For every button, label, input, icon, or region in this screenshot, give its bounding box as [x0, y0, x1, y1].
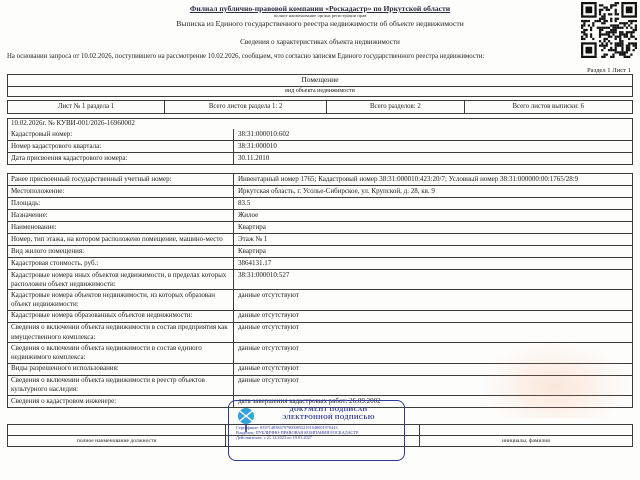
org-name-caption: полное наименование органа регистрации прав [273, 13, 367, 18]
row-value: данные отсутствуют [238, 343, 299, 352]
signature-name-field [420, 425, 632, 435]
position-caption: полное наименование должности [8, 435, 226, 446]
row-value: данные отсутствуют [238, 311, 299, 320]
row-label: Кадастровая стоимость, руб.: [8, 258, 234, 269]
row-label: Виды разрешенного использования: [8, 364, 234, 375]
row-label: Кадастровые номера объектов недвижимости, из которых образован объект недвижимости: [8, 290, 234, 309]
row-label: Номер, тип этажа, на котором расположено помещение, машино-место [8, 234, 234, 245]
object-type-caption: вид объекта недвижимости [8, 86, 632, 96]
org-name: Филиал публично-правовой компании «Роскадастр» по Иркутской области [189, 4, 451, 13]
stamp-title-line2: ЭЛЕКТРОННОЙ ПОДПИСЬЮ [282, 414, 375, 421]
row-value: данные отсутствуют [238, 376, 299, 385]
row-value: Жилое [238, 210, 259, 219]
digital-signature-stamp [228, 400, 405, 461]
row-label: Кадастровые номера иных объектов недвижимости, в пределах которых расположен объект недвижимости: [8, 270, 234, 289]
row-value: 3864131.17 [238, 258, 272, 267]
table-row [8, 197, 632, 209]
sheet-info-cell: Всего листов выписки: 6 [464, 101, 632, 113]
row-value: 38:31:000010:602 [238, 129, 290, 138]
sheet-info-cell: Всего листов раздела 1: 2 [164, 101, 326, 113]
row-label: Сведения о включении объекта недвижимости в состав предприятия как имущественного комплекса: [8, 323, 234, 342]
row-value: данные отсутствуют [238, 364, 299, 373]
object-type-table [7, 74, 633, 97]
row-value: Иркутская область, г. Усолье-Сибирское, ул. Крупской, д. 28, кв. 9 [238, 186, 435, 195]
table-row [8, 245, 632, 257]
row-label: Площадь: [8, 198, 234, 209]
row-label: Наименование: [8, 222, 234, 233]
sheet-info-cell: Лист № 1 раздела 1 [57, 103, 115, 110]
characteristics-table [7, 173, 633, 408]
cadastral-table [7, 118, 633, 165]
signature-position-field [8, 425, 226, 435]
table-row [8, 152, 632, 164]
row-value: Этаж № 1 [238, 234, 268, 243]
row-label: Ранее присвоенный государственный учетный номер: [8, 174, 234, 185]
request-basis-line: На основании запроса от 10.02.2026, поступившего на рассмотрение 10.02.2026, сообщаем, что согласно записям Единого государственного реестра недвижимости: [7, 52, 485, 60]
qr-code [581, 2, 637, 58]
section-title: Сведения о характеристиках объекта недвижимости [240, 37, 400, 46]
sheet-info-cell: Всего разделов: 2 [326, 101, 463, 113]
row-value: 38:31:000010 [238, 141, 277, 150]
object-type: Помещение [301, 75, 339, 84]
row-label: Местоположение: [8, 186, 234, 197]
row-value: Квартира [238, 246, 266, 255]
document-header [7, 4, 633, 28]
row-label: Кадастровый номер: [8, 129, 234, 140]
table-row [8, 221, 632, 233]
row-value: Квартира [238, 222, 266, 231]
row-value: данные отсутствуют [238, 290, 299, 299]
row-label: Назначение: [8, 210, 234, 221]
row-value: 38:31:000010:527 [238, 270, 290, 279]
table-row [8, 269, 632, 289]
stamp-owner: Владелец: ПУБЛИЧНО-ПРАВОВАЯ КОМПАНИЯ РОСКАДАСТР [236, 429, 359, 435]
table-row [8, 185, 632, 197]
table-row [8, 209, 632, 221]
row-value: данные отсутствуют [238, 323, 299, 332]
table-row [8, 233, 632, 245]
row-value: Инвентарный номер 1765; Кадастровый номер 38:31:000010:423:20/7; Условный номер 38:31:000000:00:1765/28:9 [238, 174, 579, 183]
row-label: Вид жилого помещения: [8, 246, 234, 257]
row-label: Сведения о кадастровом инженере: [8, 396, 234, 407]
table-row [8, 322, 632, 342]
stamp-certificate: Сертификат: 839714838479790008552191048001970443 [236, 424, 338, 430]
table-row [8, 375, 632, 395]
table-row [8, 310, 632, 322]
roskadastr-logo-icon [236, 407, 256, 433]
table-row [8, 174, 632, 185]
row-label: Сведения о включении объекта недвижимости в состав единого недвижимого комплекса: [8, 343, 234, 362]
table-row [8, 129, 632, 140]
stamp-validity: Действителен: с 21.12.2023 по 19.03.2027 [236, 435, 312, 441]
table-row [8, 289, 632, 309]
table-row [8, 363, 632, 375]
section-sheet-label: Раздел 1 Лист 1 [587, 66, 631, 74]
table-row [8, 257, 632, 269]
sheet-info-table [7, 100, 633, 114]
row-label: Дата присвоения кадастрового номера: [8, 153, 234, 164]
row-label: Сведения о включении объекта недвижимости в реестр объектов культурного наследия: [8, 376, 234, 395]
row-value: 83.5 [238, 198, 251, 207]
document-title: Выписка из Единого государственного реестра недвижимости об объекте недвижимости [176, 18, 464, 28]
stamp-title-line1: ДОКУМЕНТ ПОДПИСАН [289, 407, 368, 413]
row-label: Номер кадастрового квартала: [8, 141, 234, 152]
request-number: 10.02.2026г. № КУВИ-001/2026-16960002 [11, 119, 135, 127]
name-caption: инициалы, фамилия [420, 435, 632, 446]
table-row [8, 342, 632, 362]
row-value: дата завершения кадастровых работ: 26.09.2002 [238, 396, 381, 405]
row-value: 30.11.2010 [238, 153, 270, 162]
table-row [8, 140, 632, 152]
row-label: Кадастровые номера образованных объектов недвижимости: [8, 311, 234, 322]
